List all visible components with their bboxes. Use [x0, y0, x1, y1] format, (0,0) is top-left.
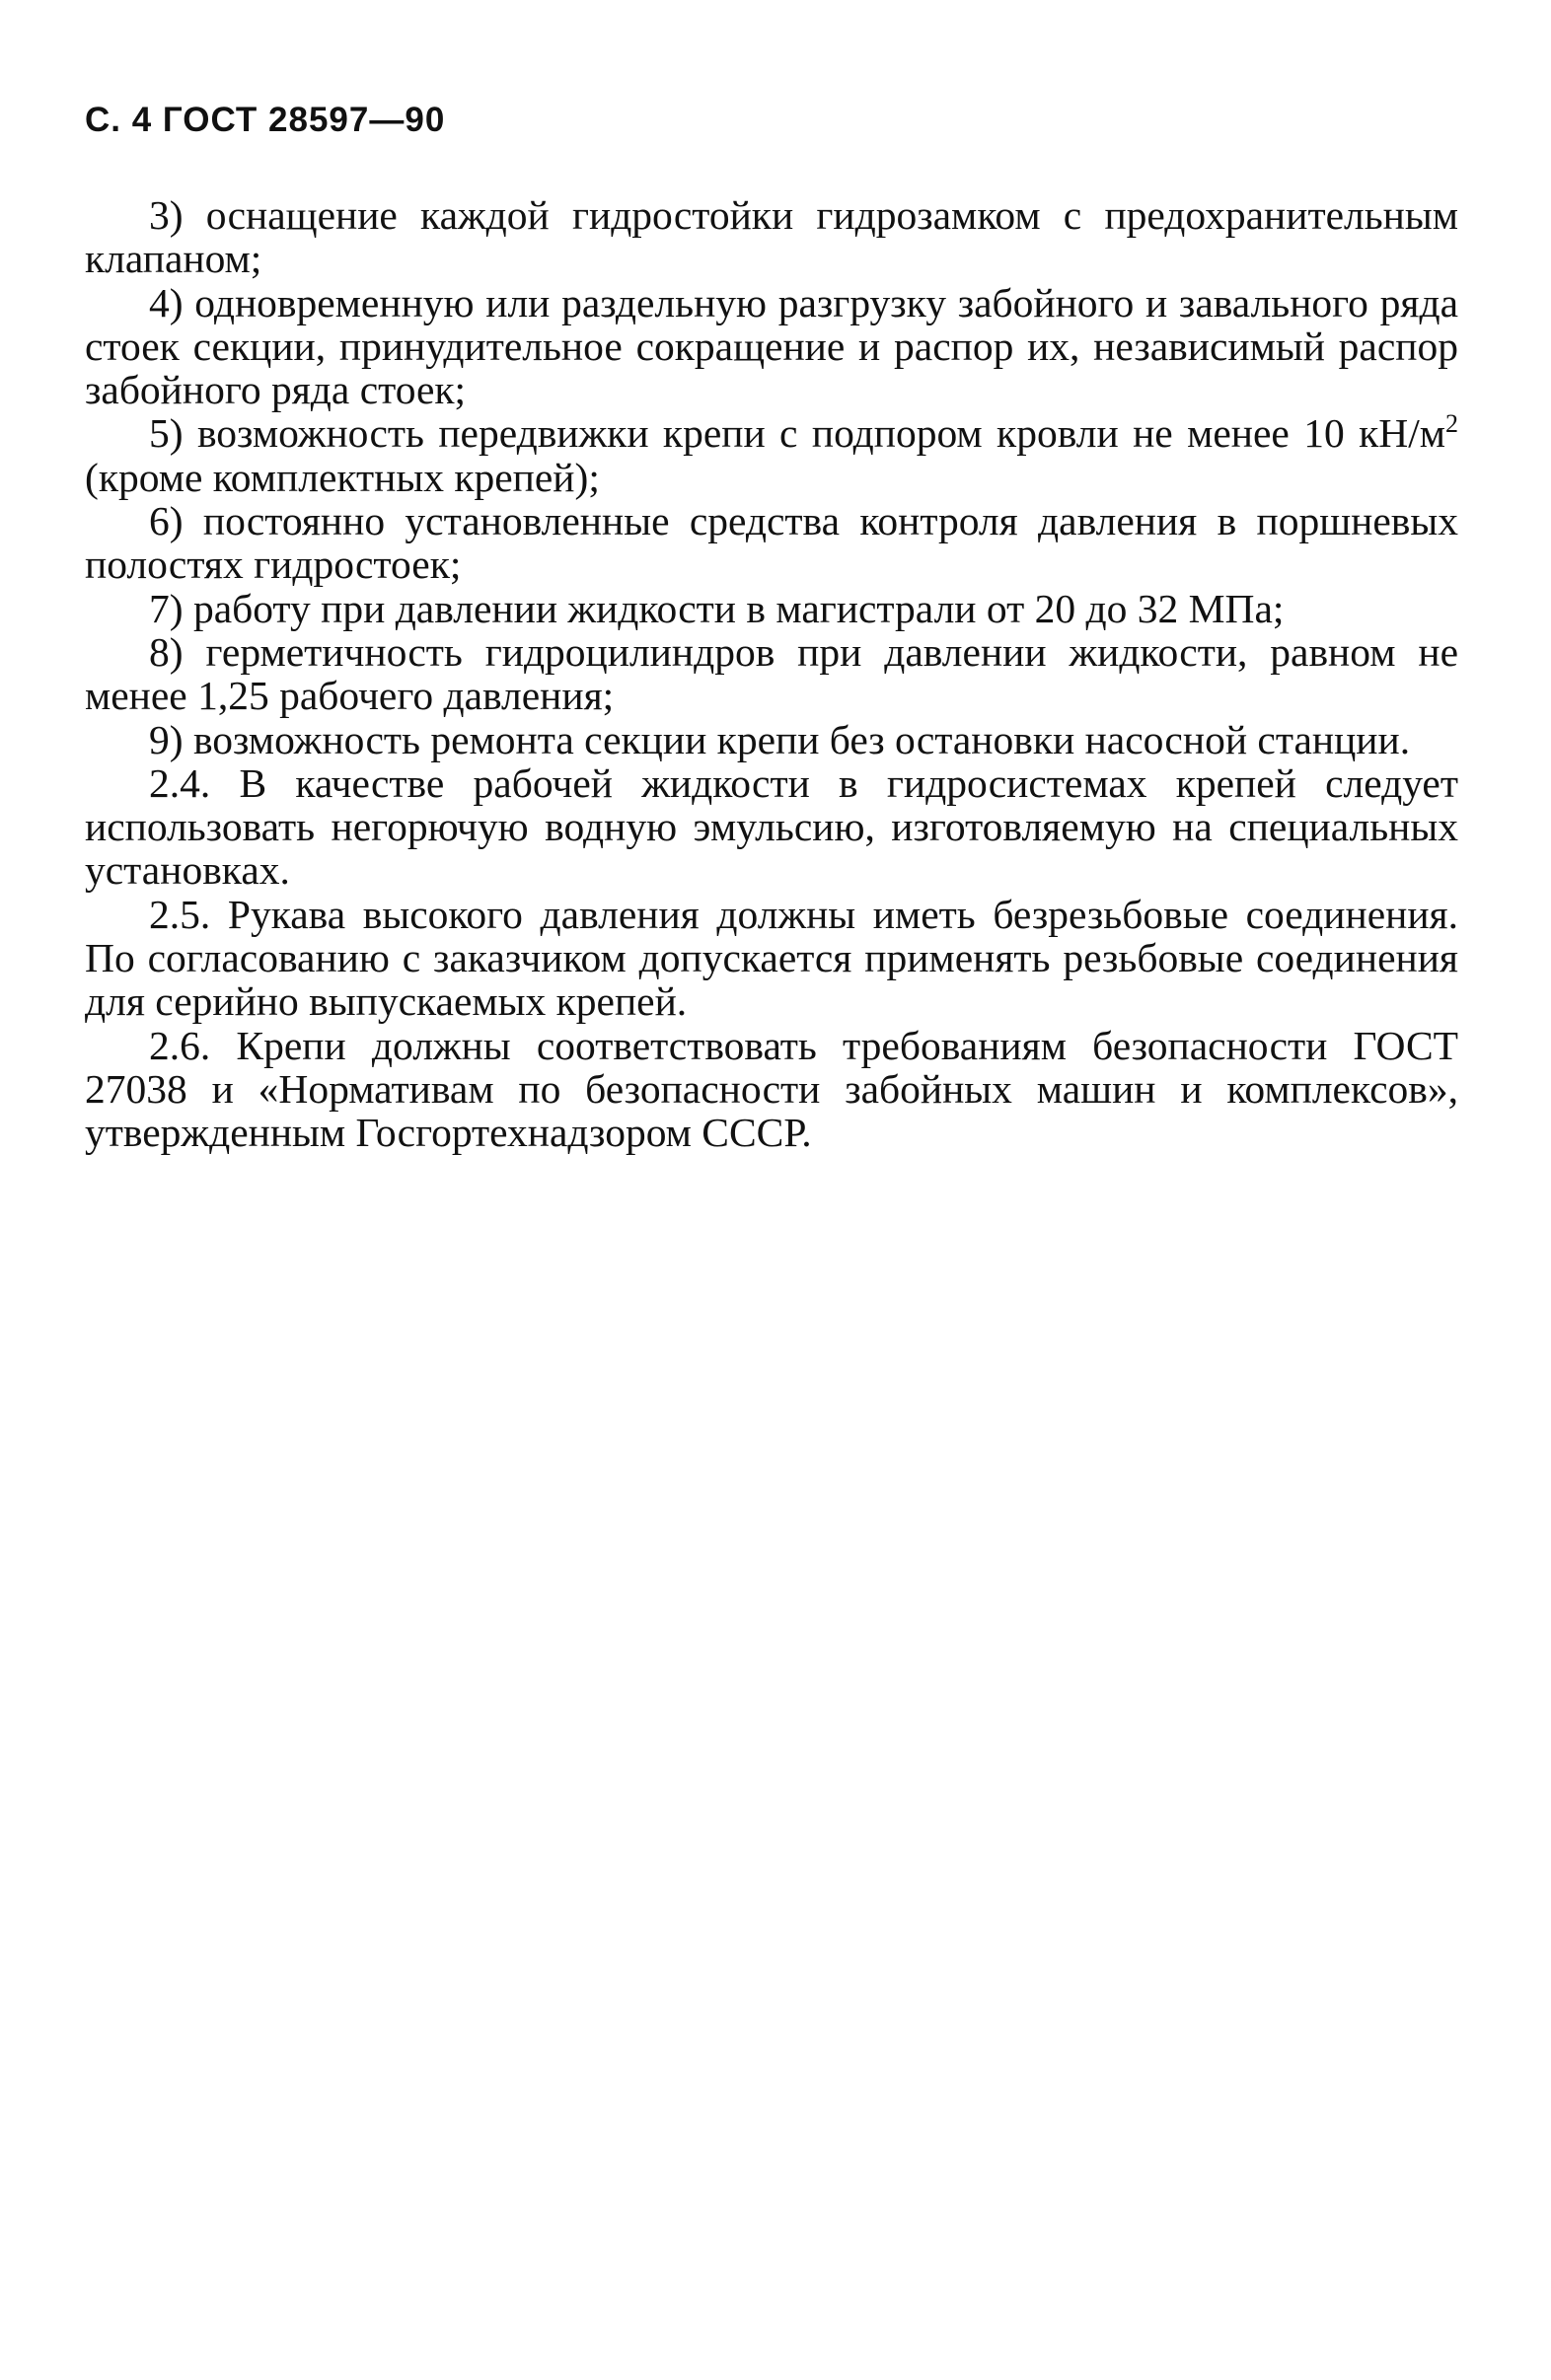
superscript-exponent: 2	[1445, 409, 1458, 439]
clause-2-4: 2.4. В качестве рабочей жидкости в гидросистемах крепей следует использовать негорючую водную эмульсию, изготовляемую на специальных установках.	[85, 759, 1458, 894]
list-item-5-text: 5) возможность передвижки крепи с подпором кровли не менее 10 кН/м	[149, 410, 1445, 457]
list-item-4: 4) одновременную или раздельную разгрузку забойного и завального ряда стоек секции, принудительное сокращение и распор их, независимый распор забойного ряда стоек;	[85, 279, 1458, 413]
document-body	[85, 193, 1458, 1155]
list-item-3: 3) оснащение каждой гидростойки гидрозамком с предохранительным клапаном;	[85, 192, 1458, 282]
list-item-9: 9) возможность ремонта секции крепи без остановки насосной станции.	[149, 716, 1411, 762]
list-item-5-text-end: (кроме комплектных крепей);	[85, 454, 600, 500]
list-item-7: 7) работу при давлении жидкости в магистрали от 20 до 32 МПа;	[149, 585, 1285, 631]
clause-2-5: 2.5. Рукава высокого давления должны иметь безрезьбовые соединения. По согласованию с заказчиком допускается применять резьбовые соединения для серийно выпускаемых крепей.	[85, 891, 1458, 1025]
clause-2-6: 2.6. Крепи должны соответствовать требованиям безопасности ГОСТ 27038 и «Нормативам по безопасности забойных машин и комплексов», утвержденным Госгортехнадзором СССР.	[85, 1022, 1458, 1156]
page-header: С. 4 ГОСТ 28597—90	[85, 101, 446, 139]
list-item-8: 8) герметичность гидроцилиндров при давлении жидкости, равном не менее 1,25 рабочего давления;	[85, 628, 1458, 719]
list-item-5	[85, 411, 1458, 499]
list-item-6: 6) постоянно установленные средства контроля давления в поршневых полостях гидростоек;	[85, 498, 1458, 588]
